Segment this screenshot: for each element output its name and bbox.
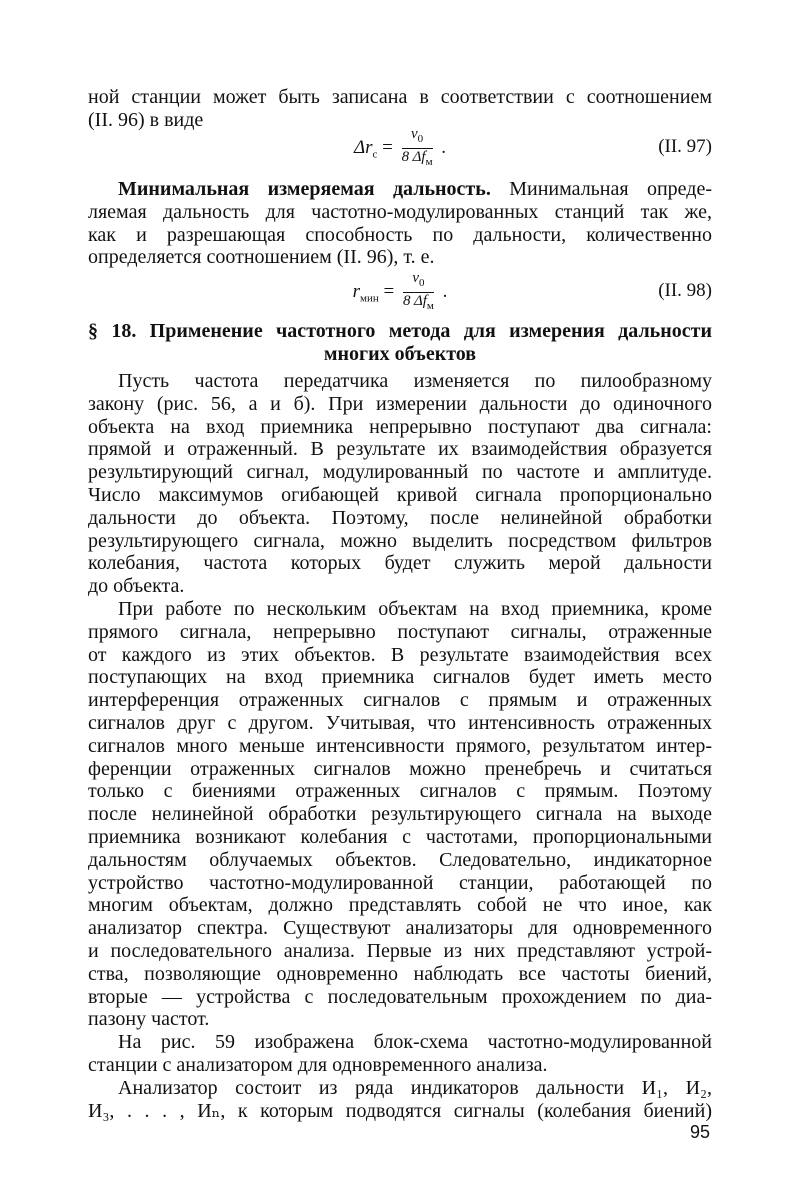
text-line: сигналов друг с другом. Учитывая, что интенсивность отраженных	[88, 711, 712, 734]
text-line: прямого сигнала, непрерывно поступают сигналы, отраженные	[88, 620, 712, 643]
text-line: Пусть частота передатчика изменяется по пилообразному	[118, 370, 712, 392]
text-line: станции с анализатором для одновременного анализа.	[88, 1053, 548, 1076]
page-number: 95	[689, 1122, 710, 1142]
text-line: только с биениями отраженных сигналов с прямым. Поэтому	[88, 780, 712, 803]
text-line: На рис. 59 изображена блок-схема частотно-модулированной	[118, 1031, 712, 1054]
formula-lhs: r	[352, 280, 361, 302]
paragraph	[88, 370, 712, 598]
intro-text	[88, 86, 712, 132]
text-line: закону (рис. 56, а и б). При измерении дальности до одиночного	[88, 392, 712, 415]
text-line: результирующего сигнала, можно выделить посредством фильтров	[88, 529, 712, 552]
numerator-sub: 0	[419, 277, 425, 289]
text-line: (II. 96) в виде	[88, 108, 204, 131]
text-line: При работе по нескольким объектам на вход приемника, кроме	[118, 597, 712, 620]
fraction	[403, 270, 434, 315]
text-span: Минимальная опреде-	[490, 178, 713, 200]
formula-lhs: Δr	[353, 136, 373, 158]
text-line: ной станции может быть записана в соответствии с соотношением	[88, 86, 712, 108]
text-line: И₃, . . . , Иₙ, к которым подводятся сигналы (колебания биений)	[88, 1099, 712, 1122]
text-line: от каждого из этих объектов. В результате взаимодействия всех	[88, 643, 712, 666]
paragraph	[88, 598, 712, 1031]
text-line: поступающих на вход приемника сигналов будет иметь место	[88, 666, 712, 689]
denominator-sub: м	[425, 156, 433, 168]
text-line: Число максимумов огибающей кривой сигнала пропорционально	[88, 483, 712, 506]
text-line: ляемая дальность для частотно-модулированных станций так же,	[88, 200, 712, 223]
section-title	[88, 320, 712, 366]
text-line: сигналов много меньше интенсивности прямого, результатом интер-	[88, 734, 712, 757]
text-line	[88, 178, 712, 201]
text-line: вторые — устройства с последовательным прохождением по диа-	[88, 985, 712, 1008]
text-line: Анализатор состоит из ряда индикаторов дальности И₁, И₂,	[118, 1076, 712, 1099]
equals-sign: =	[378, 280, 399, 302]
formula-subscript: с	[372, 148, 378, 161]
text-line: до объекта.	[88, 575, 185, 598]
text-line: интерференция отраженных сигналов с прямым и отраженных	[88, 689, 712, 712]
numerator: v	[412, 270, 420, 286]
denominator: 8 Δf	[401, 149, 426, 165]
text-line: после нелинейной обработки результирующего сигнала на выходе	[88, 803, 712, 826]
denominator: 8 Δf	[402, 293, 427, 309]
equation-number: (II. 97)	[658, 136, 712, 157]
paragraph	[88, 1077, 712, 1123]
text-line: анализатор спектра. Существуют анализаторы для одновременного	[88, 917, 712, 940]
text-line: приемника возникают колебания с частотами, пропорциональными	[88, 825, 712, 848]
equation-II-97	[88, 126, 712, 166]
text-line: колебания, частота которых будет служить мерой дальности	[88, 552, 712, 575]
body-text	[88, 370, 712, 1122]
formula	[88, 270, 712, 315]
denominator-sub: м	[426, 300, 434, 312]
equals-sign: =	[377, 136, 398, 158]
numerator-sub: 0	[417, 133, 424, 145]
equation-number: (II. 98)	[658, 280, 712, 301]
formula	[88, 126, 712, 171]
text-line: ства, позволяющие одновременно наблюдать все частоты биений,	[88, 962, 712, 985]
text-line: как и разрешающая способность по дальности, количественно	[88, 223, 712, 246]
text-line: прямой и отраженный. В результате их взаимодействия образуется	[88, 438, 712, 461]
text-line: определяется соотношением (II. 96), т. е.	[88, 246, 435, 269]
text-line: дальностям облучаемых объектов. Следовательно, индикаторное	[88, 848, 712, 871]
text-line: дальности до объекта. Поэтому, после нелинейной обработки	[88, 506, 712, 529]
paragraph	[88, 1031, 712, 1077]
formula-period: .	[436, 136, 447, 158]
numerator: v	[410, 126, 418, 142]
equation-II-98	[88, 270, 712, 310]
text-line: устройство частотно-модулированной станции, работающей по	[88, 871, 712, 894]
paragraph-lines	[88, 201, 712, 269]
text-line: пазону частот.	[88, 1008, 210, 1031]
text-line: и последовательного анализа. Первые из них представляют устрой-	[88, 939, 712, 962]
formula-subscript: мин	[360, 292, 379, 305]
text-line: объекта на вход приемника непрерывно поступают два сигнала:	[88, 415, 712, 438]
text-line: результирующий сигнал, модулированный по частоте и амплитуде.	[88, 461, 712, 484]
paragraph-heading: Минимальная измеряемая дальность.	[118, 178, 491, 200]
text-line: многим объектам, должно представлять собой не что иное, как	[88, 894, 712, 917]
section-title-line: § 18. Применение частотного метода для измерения дальности	[88, 320, 712, 342]
formula-period: .	[437, 280, 448, 302]
fraction	[402, 126, 433, 171]
text-line: ференции отраженных сигналов можно пренебречь и считаться	[88, 757, 712, 780]
min-range-paragraph	[88, 178, 712, 269]
section-title-line: многих объектов	[323, 342, 477, 365]
